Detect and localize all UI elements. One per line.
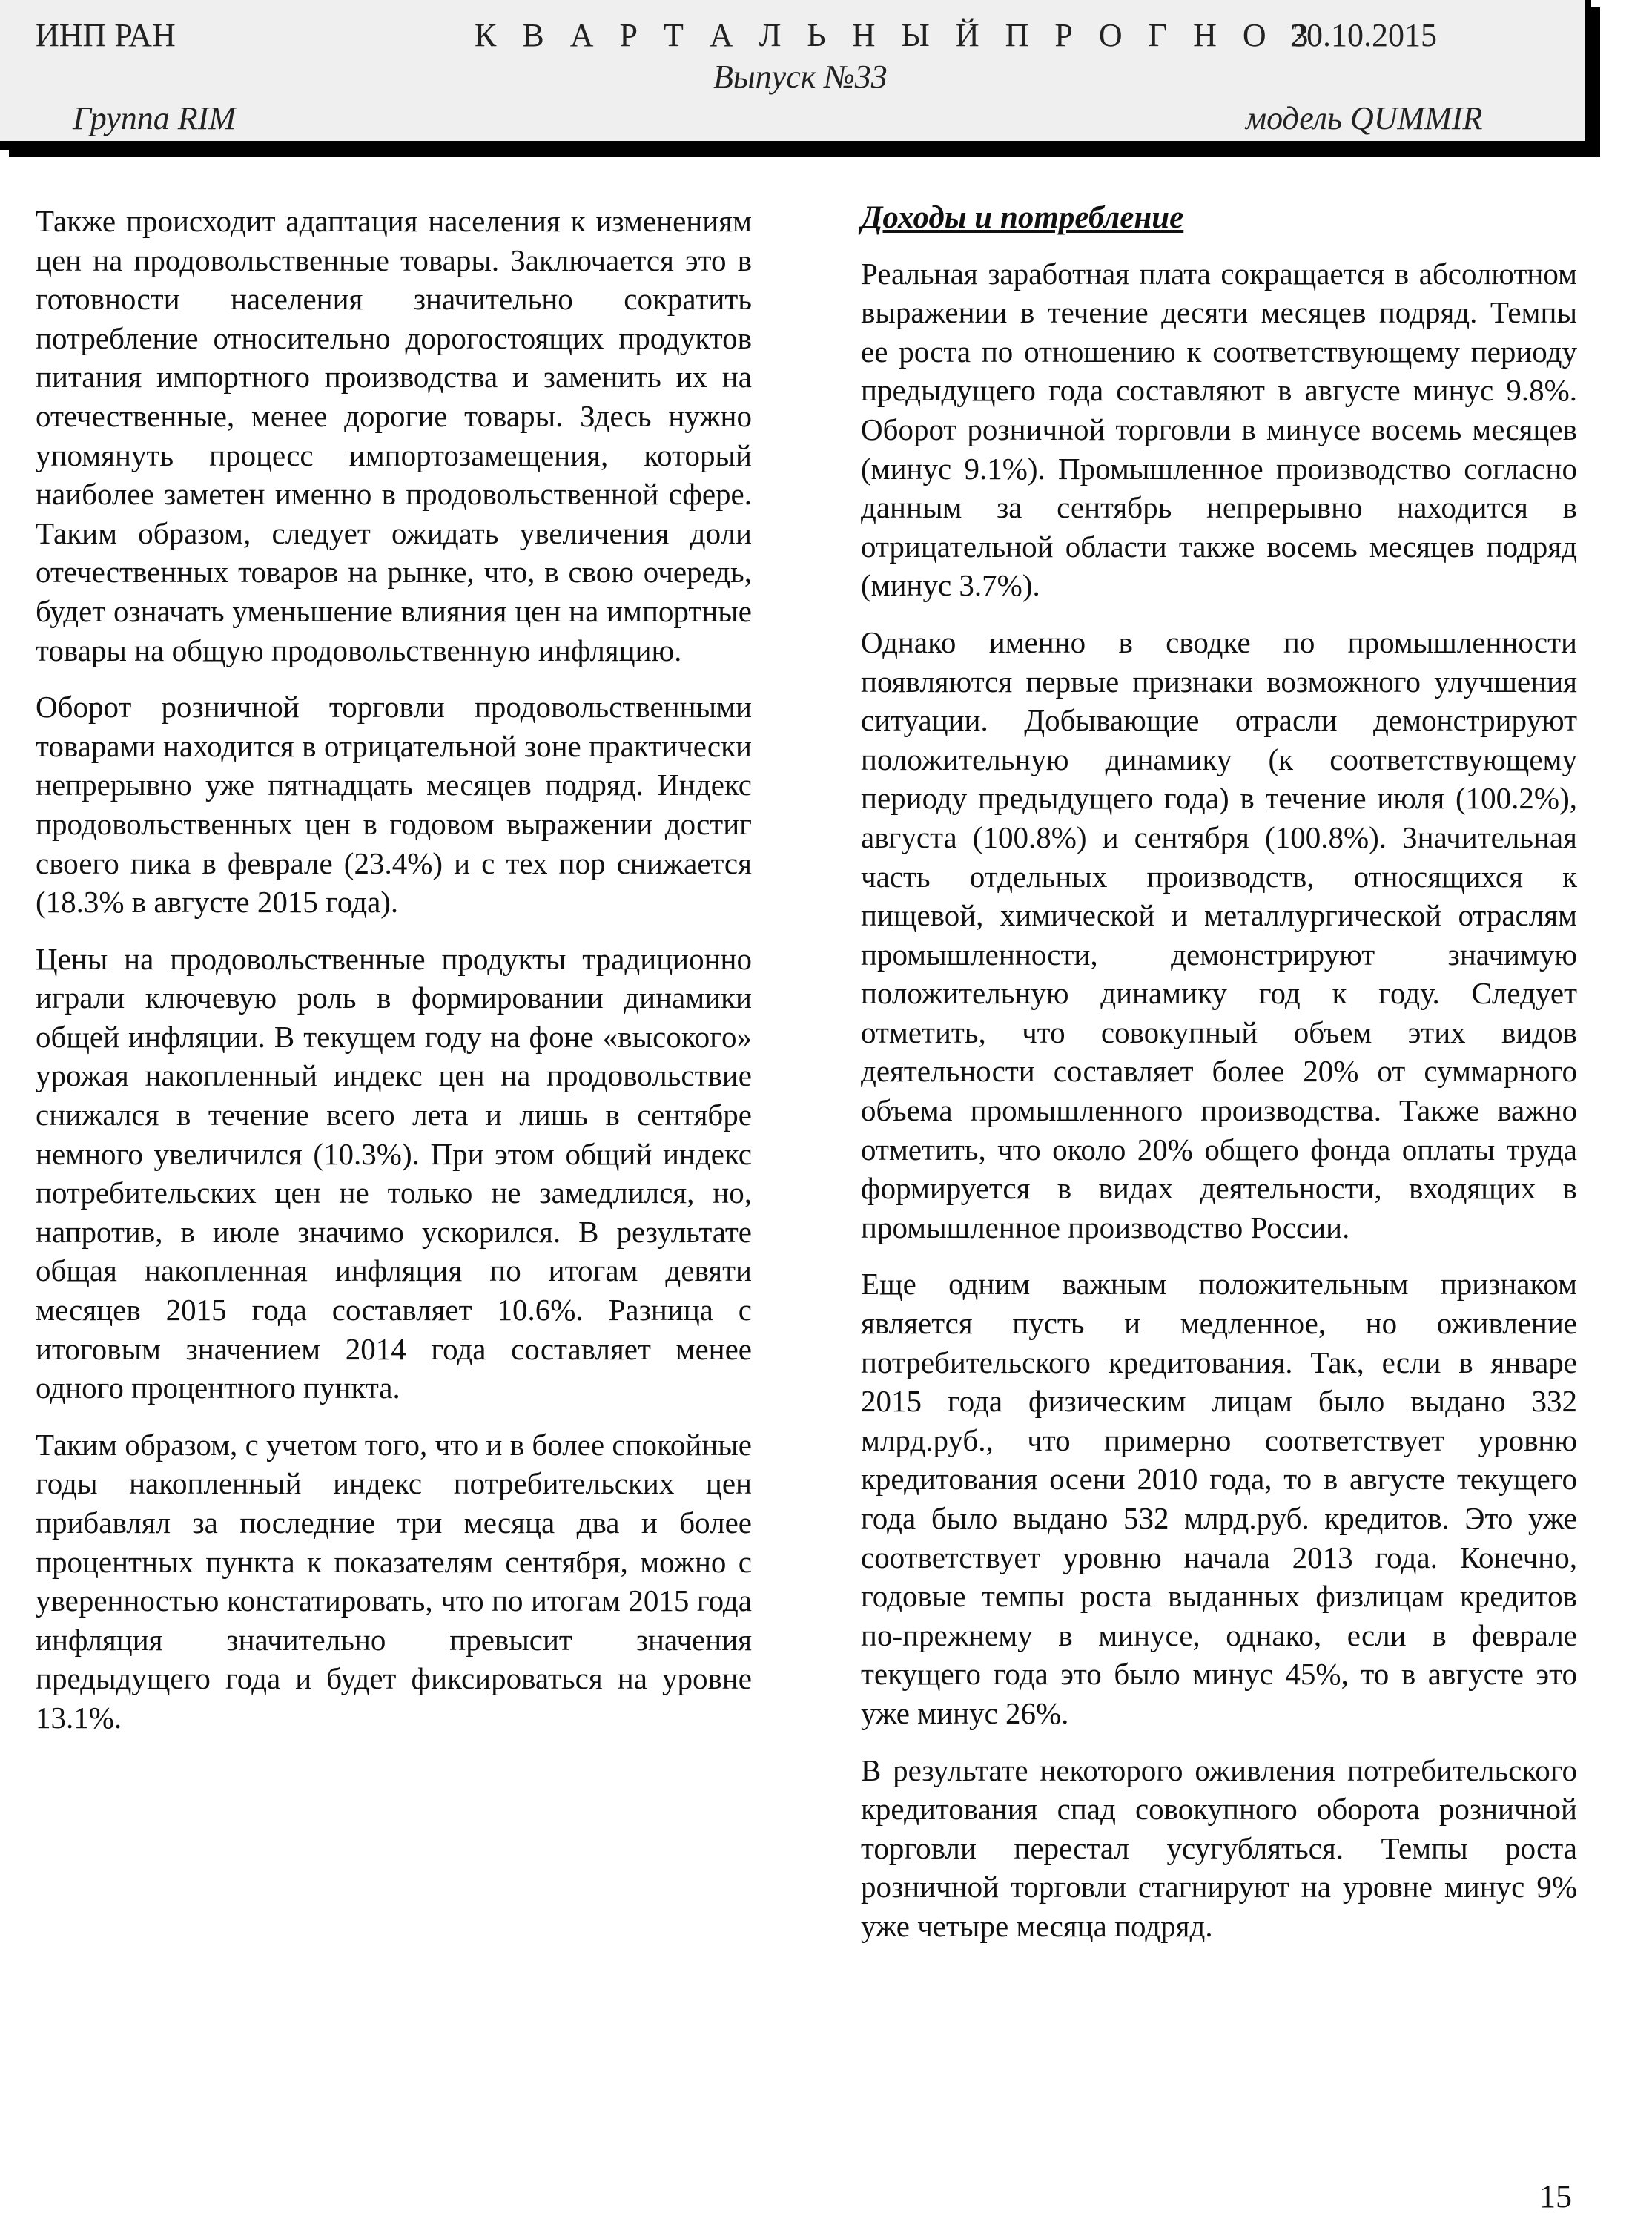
header-issue: Выпуск №33 [713,59,888,95]
header-group: Группа RIM [73,100,236,136]
paragraph: Однако именно в сводке по промышленности появляются первые признаки возможного улучшения ситуации. Добывающие отрасли демонстрируют положительную динамику (к соответствующему периоду предыдущего года) в течение июля (100.2%), августа (100.8%) и сентября (100.8%). Значительная часть отдельных производств, относящихся к пищевой, химической и металлургической отраслям промышленности, демонстрируют значимую положительную динамику год к году. Следует отметить, что совокупный объем этих видов деятельности составляет более 20% от суммарного объема промышленного производства. Также важно отметить, что около 20% общего фонда оплаты труда формируется в видах деятельности, входящих в промышленное производство России. [861,624,1577,1244]
paragraph: Цены на продовольственные продукты традиционно играли ключевую роль в формировании динамики общей инфляции. В текущем году на фоне «высокого» урожая накопленный индекс цен на продовольствие снижался в течение всего лета и лишь в сентябре немного увеличился (10.3%). При этом общий индекс потребительских цен не только не замедлился, но, напротив, в июле значимо ускорился. В результате общая накопленная инфляция по итогам девяти месяцев 2015 года составляет 10.6%. Разница с итоговым значением 2014 года составляет менее одного процентного пункта. [36,941,752,1405]
paragraph: В результате некоторого оживления потребительского кредитования спад совокупного оборота розничной торговли перестал усугубляться. Темпы роста розничной торговли стагнируют на уровне минус 9% уже четыре месяца подряд. [861,1752,1577,1943]
paragraph: Таким образом, с учетом того, что и в более спокойные годы накопленный индекс потребительских цен прибавлял за последние три месяца два и более процентных пункта к показателям сентября, можно с уверенностью констатировать, что по итогам 2015 года инфляция значительно превысит значения предыдущего года и будет фиксироваться на уровне 13.1%. [36,1427,752,1735]
right-column [861,199,1577,1964]
page-number: 15 [1539,2178,1572,2215]
page-header [0,0,1591,150]
left-column [36,202,752,1755]
section-title: Доходы и потребление [861,200,1184,235]
paragraph: Реальная заработная плата сокращается в абсолютном выражении в течение десяти месяцев подряд. Темпы ее роста по отношению к соответствующему периоду предыдущего года составляют в августе минус 9.8%. Оборот розничной торговли в минусе восемь месяцев (минус 9.1%). Промышленное производство согласно данным за сентябрь непрерывно находится в отрицательной области также восемь месяцев подряд (минус 3.7%). [861,256,1577,603]
paragraph: Еще одним важным положительным признаком является пусть и медленное, но оживление потребительского кредитования. Так, если в январе 2015 года физическим лицам было выдано 332 млрд.руб., что примерно соответствует уровню кредитования осени 2010 года, то в августе текущего года было выдано 532 млрд.руб. кредитов. Это уже соответствует уровню начала 2013 года. Конечно, годовые темпы роста выданных физлицам кредитов по-прежнему в минусе, однако, если в феврале текущего года это было минус 45%, то в августе это уже минус 26%. [861,1267,1577,1730]
header-title: К В А Р Т А Л Ь Н Ы Й П Р О Г Н О З [475,17,1318,53]
header-date: 20.10.2015 [1290,17,1437,53]
header-org: ИНП РАН [36,17,176,53]
paragraph: Также происходит адаптация населения к изменениям цен на продовольственные товары. Заключается это в готовности населения значительно сократить потребление относительно дорогостоящих продуктов питания импортного производства и заменить их на отечественные, менее дорогие товары. Здесь нужно упомянуть процесс импортозамещения, который наиболее заметен именно в продовольственной сфере. Таким образом, следует ожидать увеличения доли отечественных товаров на рынке, что, в свою очередь, будет означать уменьшение влияния цен на импортные товары на общую продовольственную инфляцию. [36,204,752,667]
header-model: модель QUMMIR [1246,100,1483,136]
paragraph: Оборот розничной торговли продовольственными товарами находится в отрицательной зоне практически непрерывно уже пятнадцать месяцев подряд. Индекс продовольственных цен в годовом выражении достиг своего пика в феврале (23.4%) и с тех пор снижается (18.3% в августе 2015 года). [36,690,752,920]
